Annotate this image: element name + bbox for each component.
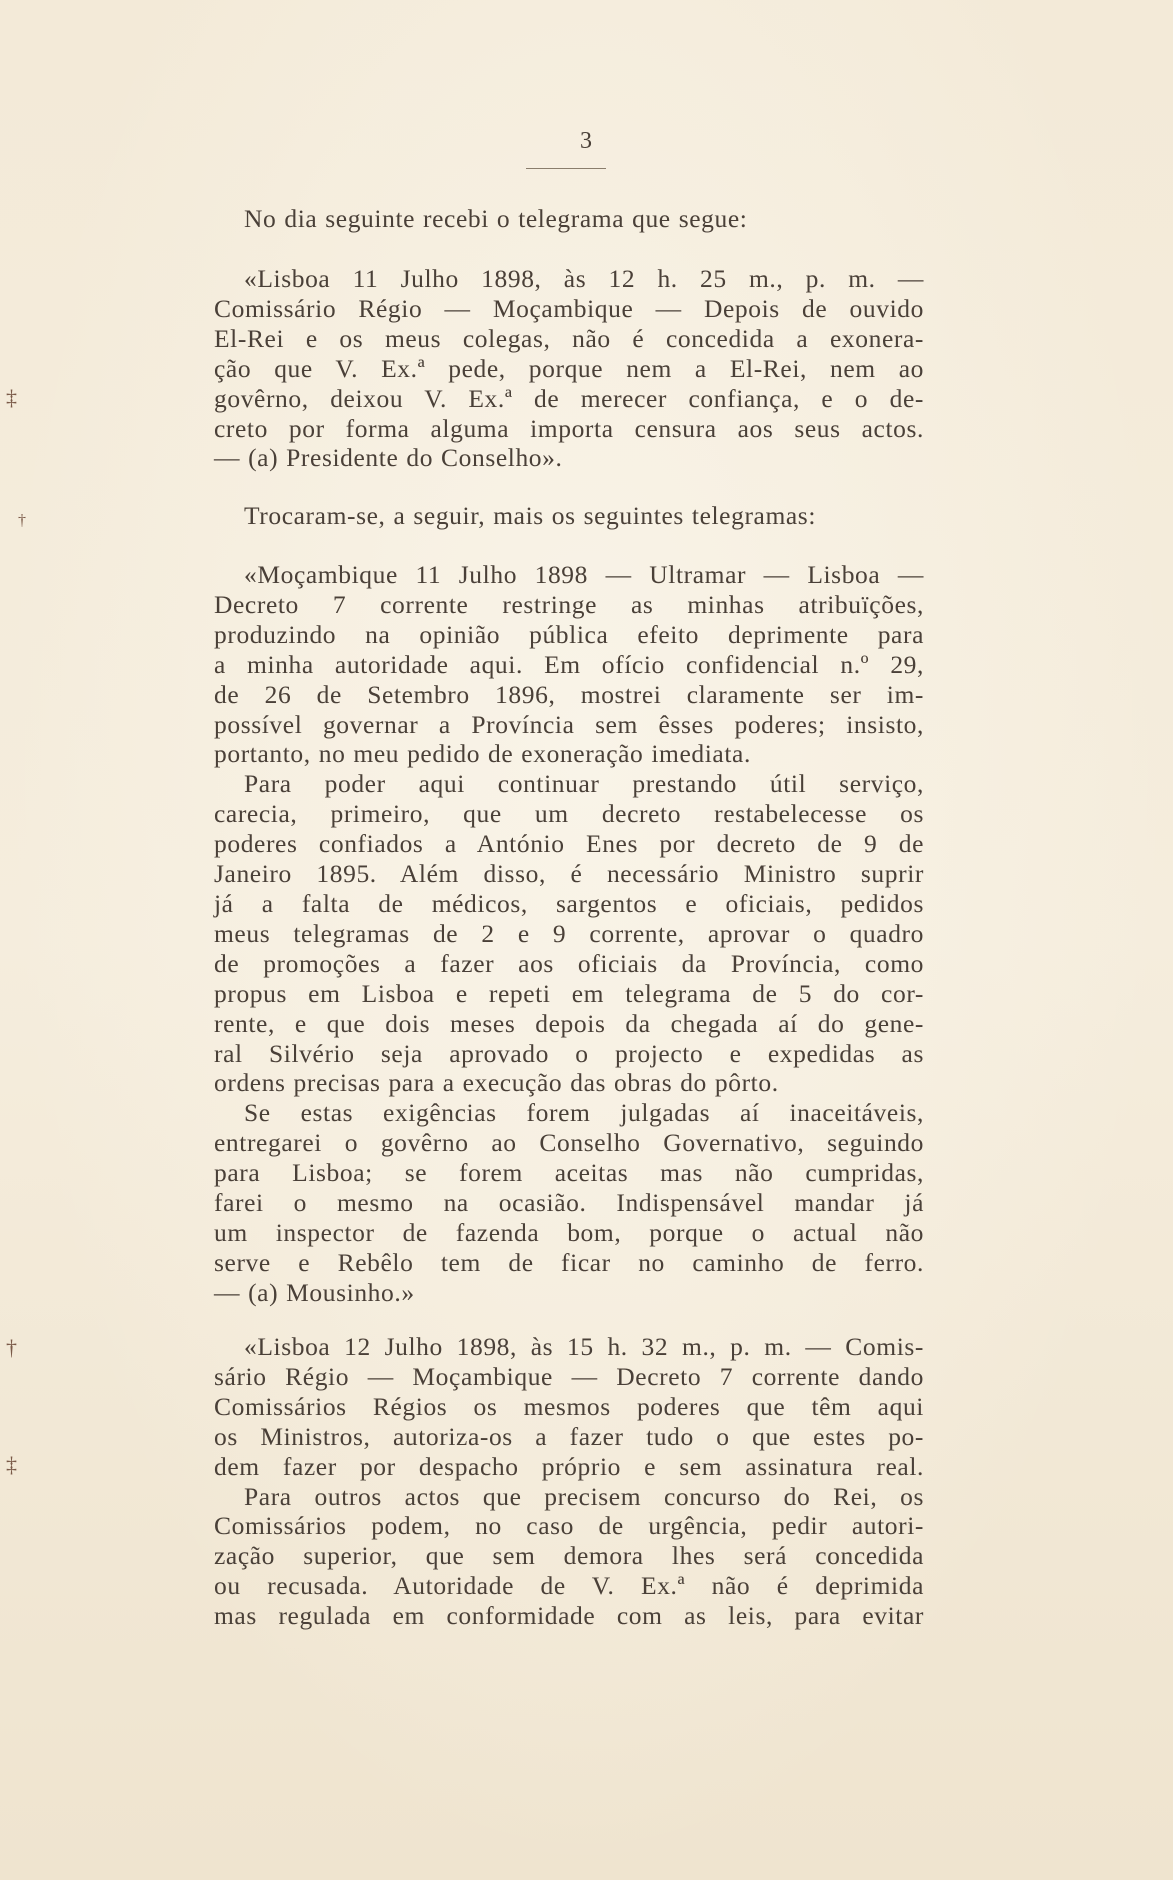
text-line: «Lisboa 12 Julho 1898, às 15 h. 32 m., p. m. — Comis-: [244, 1332, 924, 1361]
text-line: Decreto 7 corrente restringe as minhas atribuïções,: [214, 589, 924, 619]
page-number: 3: [580, 128, 593, 154]
text-line: de 26 de Setembro 1896, mostrei claramente ser im-: [214, 679, 924, 709]
page-number-rule: [526, 168, 606, 169]
text-line: Para outros actos que precisem concurso do Rei, os: [244, 1481, 924, 1511]
margin-mark-icon: †: [6, 1335, 17, 1360]
text-line: Comissário Régio — Moçambique — Depois de ouvido: [214, 293, 924, 323]
telegram-3: [214, 1332, 924, 1631]
text-line: rente, e que dois meses depois da chegada aí do gene-: [214, 1008, 924, 1038]
intro-text: No dia seguinte recebi o telegrama que segue:: [244, 204, 748, 233]
text-line: govêrno, deixou V. Ex.ª de merecer confiança, e o de-: [214, 383, 924, 413]
text-line: ção que V. Ex.ª pede, porque nem a El-Rei, nem ao: [214, 353, 924, 383]
text-line: «Lisboa 11 Julho 1898, às 12 h. 25 m., p. m. —: [244, 264, 924, 293]
text-line: — (a) Mousinho.»: [214, 1277, 415, 1307]
text-line: para Lisboa; se forem aceitas mas não cumpridas,: [214, 1158, 924, 1188]
text-line: «Moçambique 11 Julho 1898 — Ultramar — Lisboa —: [244, 560, 924, 589]
margin-mark-icon: ‡: [6, 385, 17, 410]
margin-mark-icon: †: [18, 512, 26, 529]
telegram-1: [214, 264, 924, 473]
text-line: a minha autoridade aqui. Em ofício confidencial n.º 29,: [214, 649, 924, 679]
text-line: ordens precisas para a execução das obras do pôrto.: [214, 1068, 779, 1098]
margin-mark-icon: ‡: [6, 1452, 17, 1477]
text-line: ral Silvério seja aprovado o projecto e expedidas as: [214, 1038, 924, 1068]
text-line: Para poder aqui continuar prestando útil serviço,: [244, 769, 924, 799]
text-line: sário Régio — Moçambique — Decreto 7 corrente dando: [214, 1361, 924, 1391]
text-line: produzindo na opinião pública efeito deprimente para: [214, 619, 924, 649]
text-line: entregarei o govêrno ao Conselho Governativo, seguindo: [214, 1128, 924, 1158]
text-line: — (a) Presidente do Conselho».: [214, 443, 563, 473]
text-line: dem fazer por despacho próprio e sem assinatura real.: [214, 1451, 924, 1481]
telegram-2: [214, 560, 924, 1308]
text-line: Comissários Régios os mesmos poderes que têm aqui: [214, 1391, 924, 1421]
intro-paragraph: [214, 204, 924, 234]
text-line: um inspector de fazenda bom, porque o actual não: [214, 1217, 924, 1247]
text-line: zação superior, que sem demora lhes será concedida: [214, 1541, 924, 1571]
text-line: já a falta de médicos, sargentos e oficiais, pedidos: [214, 888, 924, 918]
text-line: creto por forma alguma importa censura aos seus actos.: [214, 413, 924, 443]
text-line: El-Rei e os meus colegas, não é concedida a exonera-: [214, 323, 924, 353]
text-line: de promoções a fazer aos oficiais da Província, como: [214, 948, 924, 978]
text-line: Se estas exigências forem julgadas aí inaceitáveis,: [244, 1098, 924, 1128]
text-line: portanto, no meu pedido de exoneração imediata.: [214, 739, 751, 769]
text-line: mas regulada em conformidade com as leis, para evitar: [214, 1601, 924, 1631]
text-line: possível governar a Província sem êsses poderes; insisto,: [214, 709, 924, 739]
text-line: farei o mesmo na ocasião. Indispensável mandar já: [214, 1188, 924, 1218]
text-line: serve e Rebêlo tem de ficar no caminho de ferro.: [214, 1247, 924, 1277]
text-line: os Ministros, autoriza-os a fazer tudo o que estes po-: [214, 1421, 924, 1451]
text-line: Janeiro 1895. Além disso, é necessário Ministro suprir: [214, 859, 924, 889]
text-line: carecia, primeiro, que um decreto restabelecesse os: [214, 799, 924, 829]
exchange-intro-text: Trocaram-se, a seguir, mais os seguintes telegramas:: [244, 501, 817, 530]
text-line: Comissários podem, no caso de urgência, pedir autori-: [214, 1511, 924, 1541]
text-line: poderes confiados a António Enes por decreto de 9 de: [214, 829, 924, 859]
text-line: propus em Lisboa e repeti em telegrama de 5 do cor-: [214, 978, 924, 1008]
text-line: meus telegramas de 2 e 9 corrente, aprovar o quadro: [214, 918, 924, 948]
exchange-intro-paragraph: [214, 501, 924, 531]
text-line: ou recusada. Autoridade de V. Ex.ª não é deprimida: [214, 1571, 924, 1601]
